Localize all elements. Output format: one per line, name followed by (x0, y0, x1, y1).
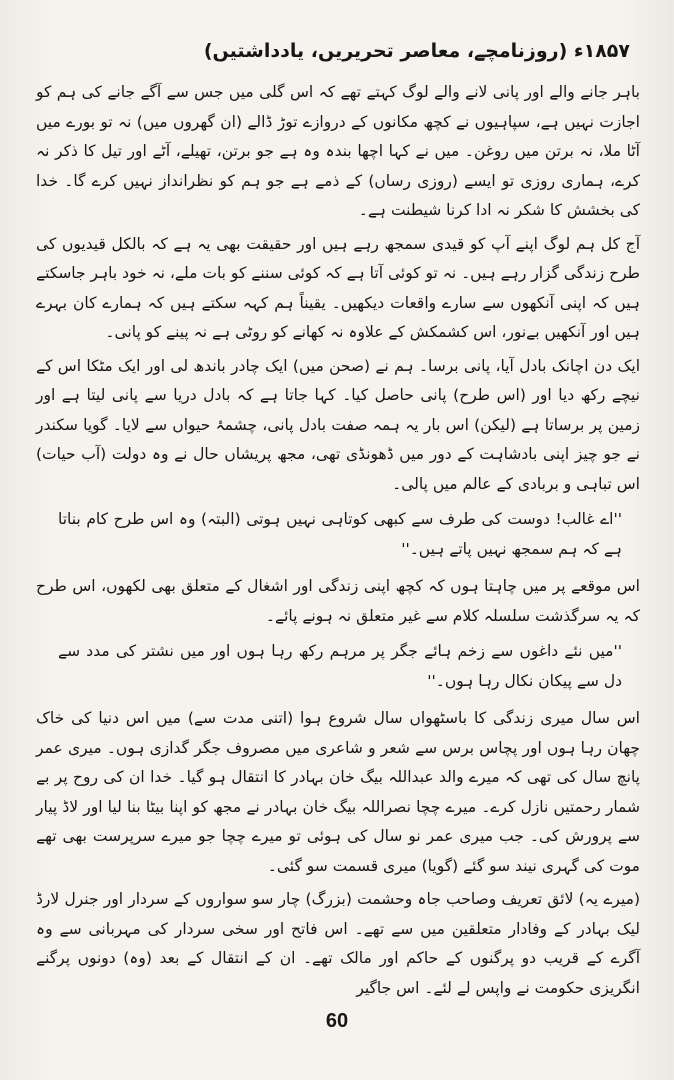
paragraph: اس موقعے پر میں چاہتا ہوں کہ کچھ اپنی زندگی اور اشغال کے متعلق بھی لکھوں، اس طرح کہ یہ سرگذشت سلسلہ کلام سے غیر متعلق نہ ہونے پائے۔ (36, 577, 640, 625)
paragraph: آج کل ہم لوگ اپنے آپ کو قیدی سمجھ رہے ہیں اور حقیقت بھی یہ ہے کہ بالکل قیدیوں کی طرح زندگی گزار رہے ہیں۔ نہ تو کوئی آتا ہے کہ کوئی سننے کو بات ملے، نہ خود باہر جاسکتے ہیں کہ اپنی آنکھوں سے سارے واقعات دیکھیں۔ یقیناً ہم کہہ سکتے ہیں کہ ہمارے کان بہرے ہیں اور آنکھیں بےنور، اس کشمکش کے علاوہ نہ کھانے کو روٹی ہے نہ پینے کو پانی۔ (36, 234, 640, 341)
paragraph: باہر جانے والے اور پانی لانے والے لوگ کہتے تھے کہ اس گلی میں جس سے آگے جانے کی ہم کو اجازت نہیں ہے، سپاہیوں نے کچھ مکانوں کے دروازے توڑ ڈالے (ان گھروں میں) نہ تو بورے میں آٹا ملا، نہ برتن میں روغن۔ میں نے کہا اچھا بندہ وہ ہے جو برتن، تھیلے، آٹے اور تیل کا ذکر نہ کرے، ہماری روزی تو ایسے (روزی رساں) کے ذمے ہے جو ہم کو نظرانداز نہیں کرے گا۔ خدا کی بخشش کا شکر نہ ادا کرنا شیطنت ہے۔ (36, 83, 640, 219)
page-body (36, 78, 640, 997)
quote: ''میں نئے داغوں سے زخم ہائے جگر پر مرہم رکھ رہا ہوں اور میں نشتر کی مدد سے دل سے پیکان نکال رہا ہوں۔'' (58, 642, 622, 690)
paragraph: (میرے یہ) لائق تعریف وصاحب جاہ وحشمت (بزرگ) چار سو سواروں کے سردار اور جنرل لارڈ لیک بہادر کے وفادار متعلقین میں سے تھے۔ اس فاتح اور سخی سردار کی مہربانی سے وہ آگرے کے قریب دو پرگنوں کے حاکم اور مالک تھے۔ ان کے انتقال کے بعد (وہ) دونوں پرگنے انگریزی حکومت نے واپس لے لئے۔ اس جاگیر (36, 890, 640, 997)
paragraph: اس سال میری زندگی کا باسٹھواں سال شروع ہوا (اتنی مدت سے) میں اس دنیا کی خاک چھان رہا ہوں اور پچاس برس سے شعر و شاعری میں مصروف جگر گدازی ہوں۔ میری عمر پانچ سال کی تھی کہ میرے والد عبداللہ بیگ خان بہادر کا انتقال ہو گیا۔ خدا ان کی روح پر بے شمار رحمتیں نازل کرے۔ میرے چچا نصراللہ بیگ خان بہادر نے مجھ کو اپنا بیٹا بنا لیا اور لاڈ پیار سے پرورش کی۔ جب میری عمر نو سال کی ہوئی تو میرے چچا جو میرے سرپرست بھی تھے موت کی گہری نیند سو گئے (گویا) میری قسمت سو گئی۔ (36, 709, 640, 875)
paragraph: ایک دن اچانک بادل آیا، پانی برسا۔ ہم نے (صحن میں) ایک چادر باندھ لی اور ایک مٹکا اس کے نیچے رکھ دیا اور (اس طرح) پانی حاصل کیا۔ کہا جاتا ہے کہ بادل دریا سے پانی لیتا ہے اور زمین پر برساتا ہے (لیکن) اس بار یہ ہمہ صفت بادل پانی، چشمۂ حیواں سے لایا۔ گویا سکندر نے جو چیز اپنی بادشاہت کے دور میں ڈھونڈی تھی، مجھ پریشاں حال نے وہ دولت (آب حیات) اس تباہی و بربادی کے عالم میں پالی۔ (36, 356, 640, 493)
page-header: ۱۸۵۷ء (روزنامچے، معاصر تحریریں، یادداشتیں) (203, 40, 630, 62)
page-number: 60 (325, 1010, 349, 1032)
quote: ''اے غالب! دوست کی طرف سے کبھی کوتاہی نہیں ہوتی (البتہ) وہ اس طرح کام بناتا ہے کہ ہم سمجھ نہیں پاتے ہیں۔'' (58, 510, 622, 558)
